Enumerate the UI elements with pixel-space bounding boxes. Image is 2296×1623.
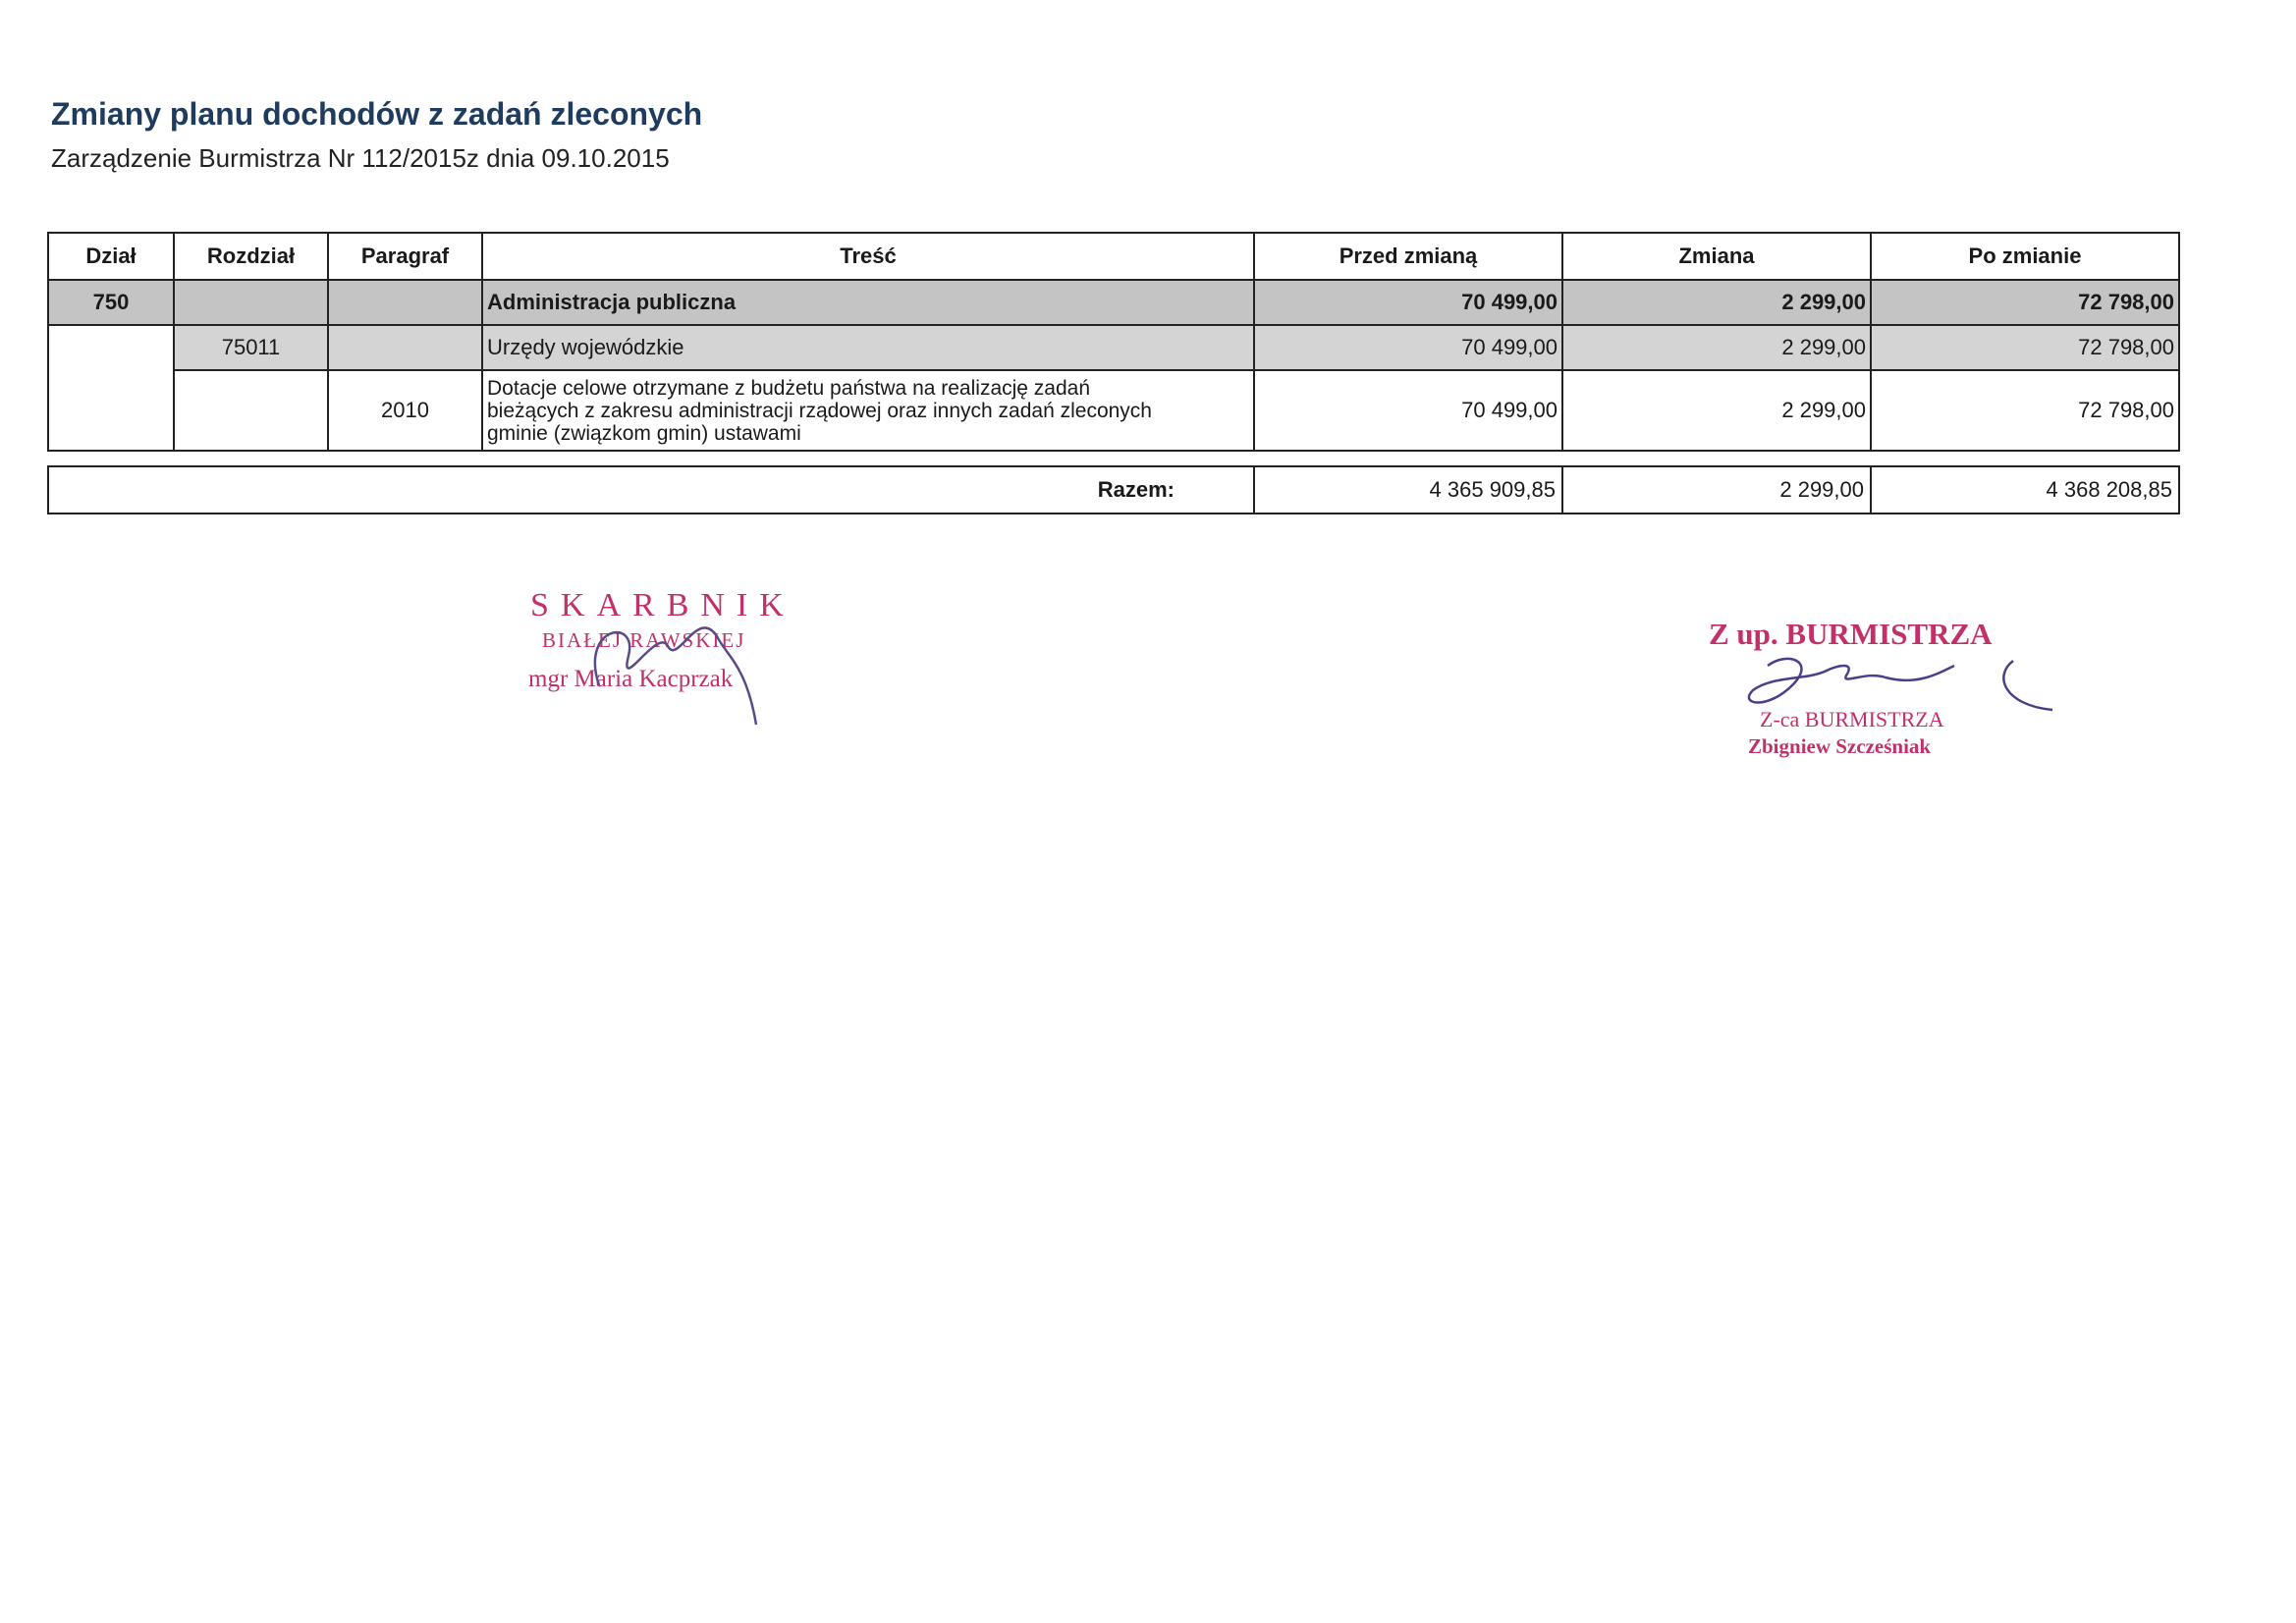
tresc-line: gminie (związkom gmin) ustawami [487,421,801,445]
table-row [48,370,2179,451]
tresc-line: Dotacje celowe otrzymane z budżetu państwa na realizację zadań [487,376,1091,400]
col-header-przed: Przed zmianą [1254,233,1562,280]
cell-paragraf [328,280,482,325]
cell-rozdzial [174,370,328,451]
col-header-po: Po zmianie [1871,233,2179,280]
cell-zmiana: 2 299,00 [1562,370,1871,451]
col-header-zmiana: Zmiana [1562,233,1871,280]
table-row [48,280,2179,325]
col-header-rozdzial: Rozdział [174,233,328,280]
cell-tresc: Urzędy wojewódzkie [482,325,1254,370]
cell-paragraf [328,325,482,370]
cell-paragraf: 2010 [328,370,482,451]
cell-po: 72 798,00 [1871,370,2179,451]
mayor-stamp [1699,617,2072,764]
treasurer-stamp [520,587,795,734]
col-header-paragraf: Paragraf [328,233,482,280]
table-header-row [48,233,2179,280]
total-label: Razem: [48,466,1254,514]
total-przed: 4 365 909,85 [1254,466,1562,514]
cell-zmiana: 2 299,00 [1562,325,1871,370]
stamp-line: mgr Maria Kacprzak [528,666,734,692]
tresc-line: bieżących z zakresu administracji rządowej oraz innych zadań zleconych [487,399,1152,422]
stamp-line: Z up. BURMISTRZA [1709,617,1993,651]
document-subtitle: Zarządzenie Burmistrza Nr 112/2015z dnia 09.10.2015 [51,143,670,173]
plan-table [47,232,2180,452]
stamp-line: BIAŁEJ RAWSKIEJ [542,628,746,652]
signature-mark [520,587,795,734]
cell-tresc: Administracja publiczna [482,280,1254,325]
col-header-tresc: Treść [482,233,1254,280]
document-title: Zmiany planu dochodów z zadań zleconych [51,96,703,132]
total-po: 4 368 208,85 [1871,466,2179,514]
signature-mark [1699,617,2072,764]
cell-rozdzial [174,280,328,325]
cell-przed: 70 499,00 [1254,325,1562,370]
total-zmiana: 2 299,00 [1562,466,1871,514]
stamp-line: SKARBNIK [530,587,795,623]
col-header-dzial: Dział [48,233,174,280]
total-row [48,466,2179,514]
cell-zmiana: 2 299,00 [1562,280,1871,325]
total-table [47,465,2180,514]
cell-tresc [482,370,1254,451]
table-row [48,325,2179,370]
stamp-line: Zbigniew Szcześniak [1748,734,1932,758]
cell-po: 72 798,00 [1871,280,2179,325]
cell-rozdzial: 75011 [174,325,328,370]
cell-dzial: 750 [48,280,174,325]
cell-przed: 70 499,00 [1254,280,1562,325]
cell-po: 72 798,00 [1871,325,2179,370]
cell-przed: 70 499,00 [1254,370,1562,451]
stamp-line: Z-ca BURMISTRZA [1760,707,1944,731]
cell-dzial [48,325,174,451]
